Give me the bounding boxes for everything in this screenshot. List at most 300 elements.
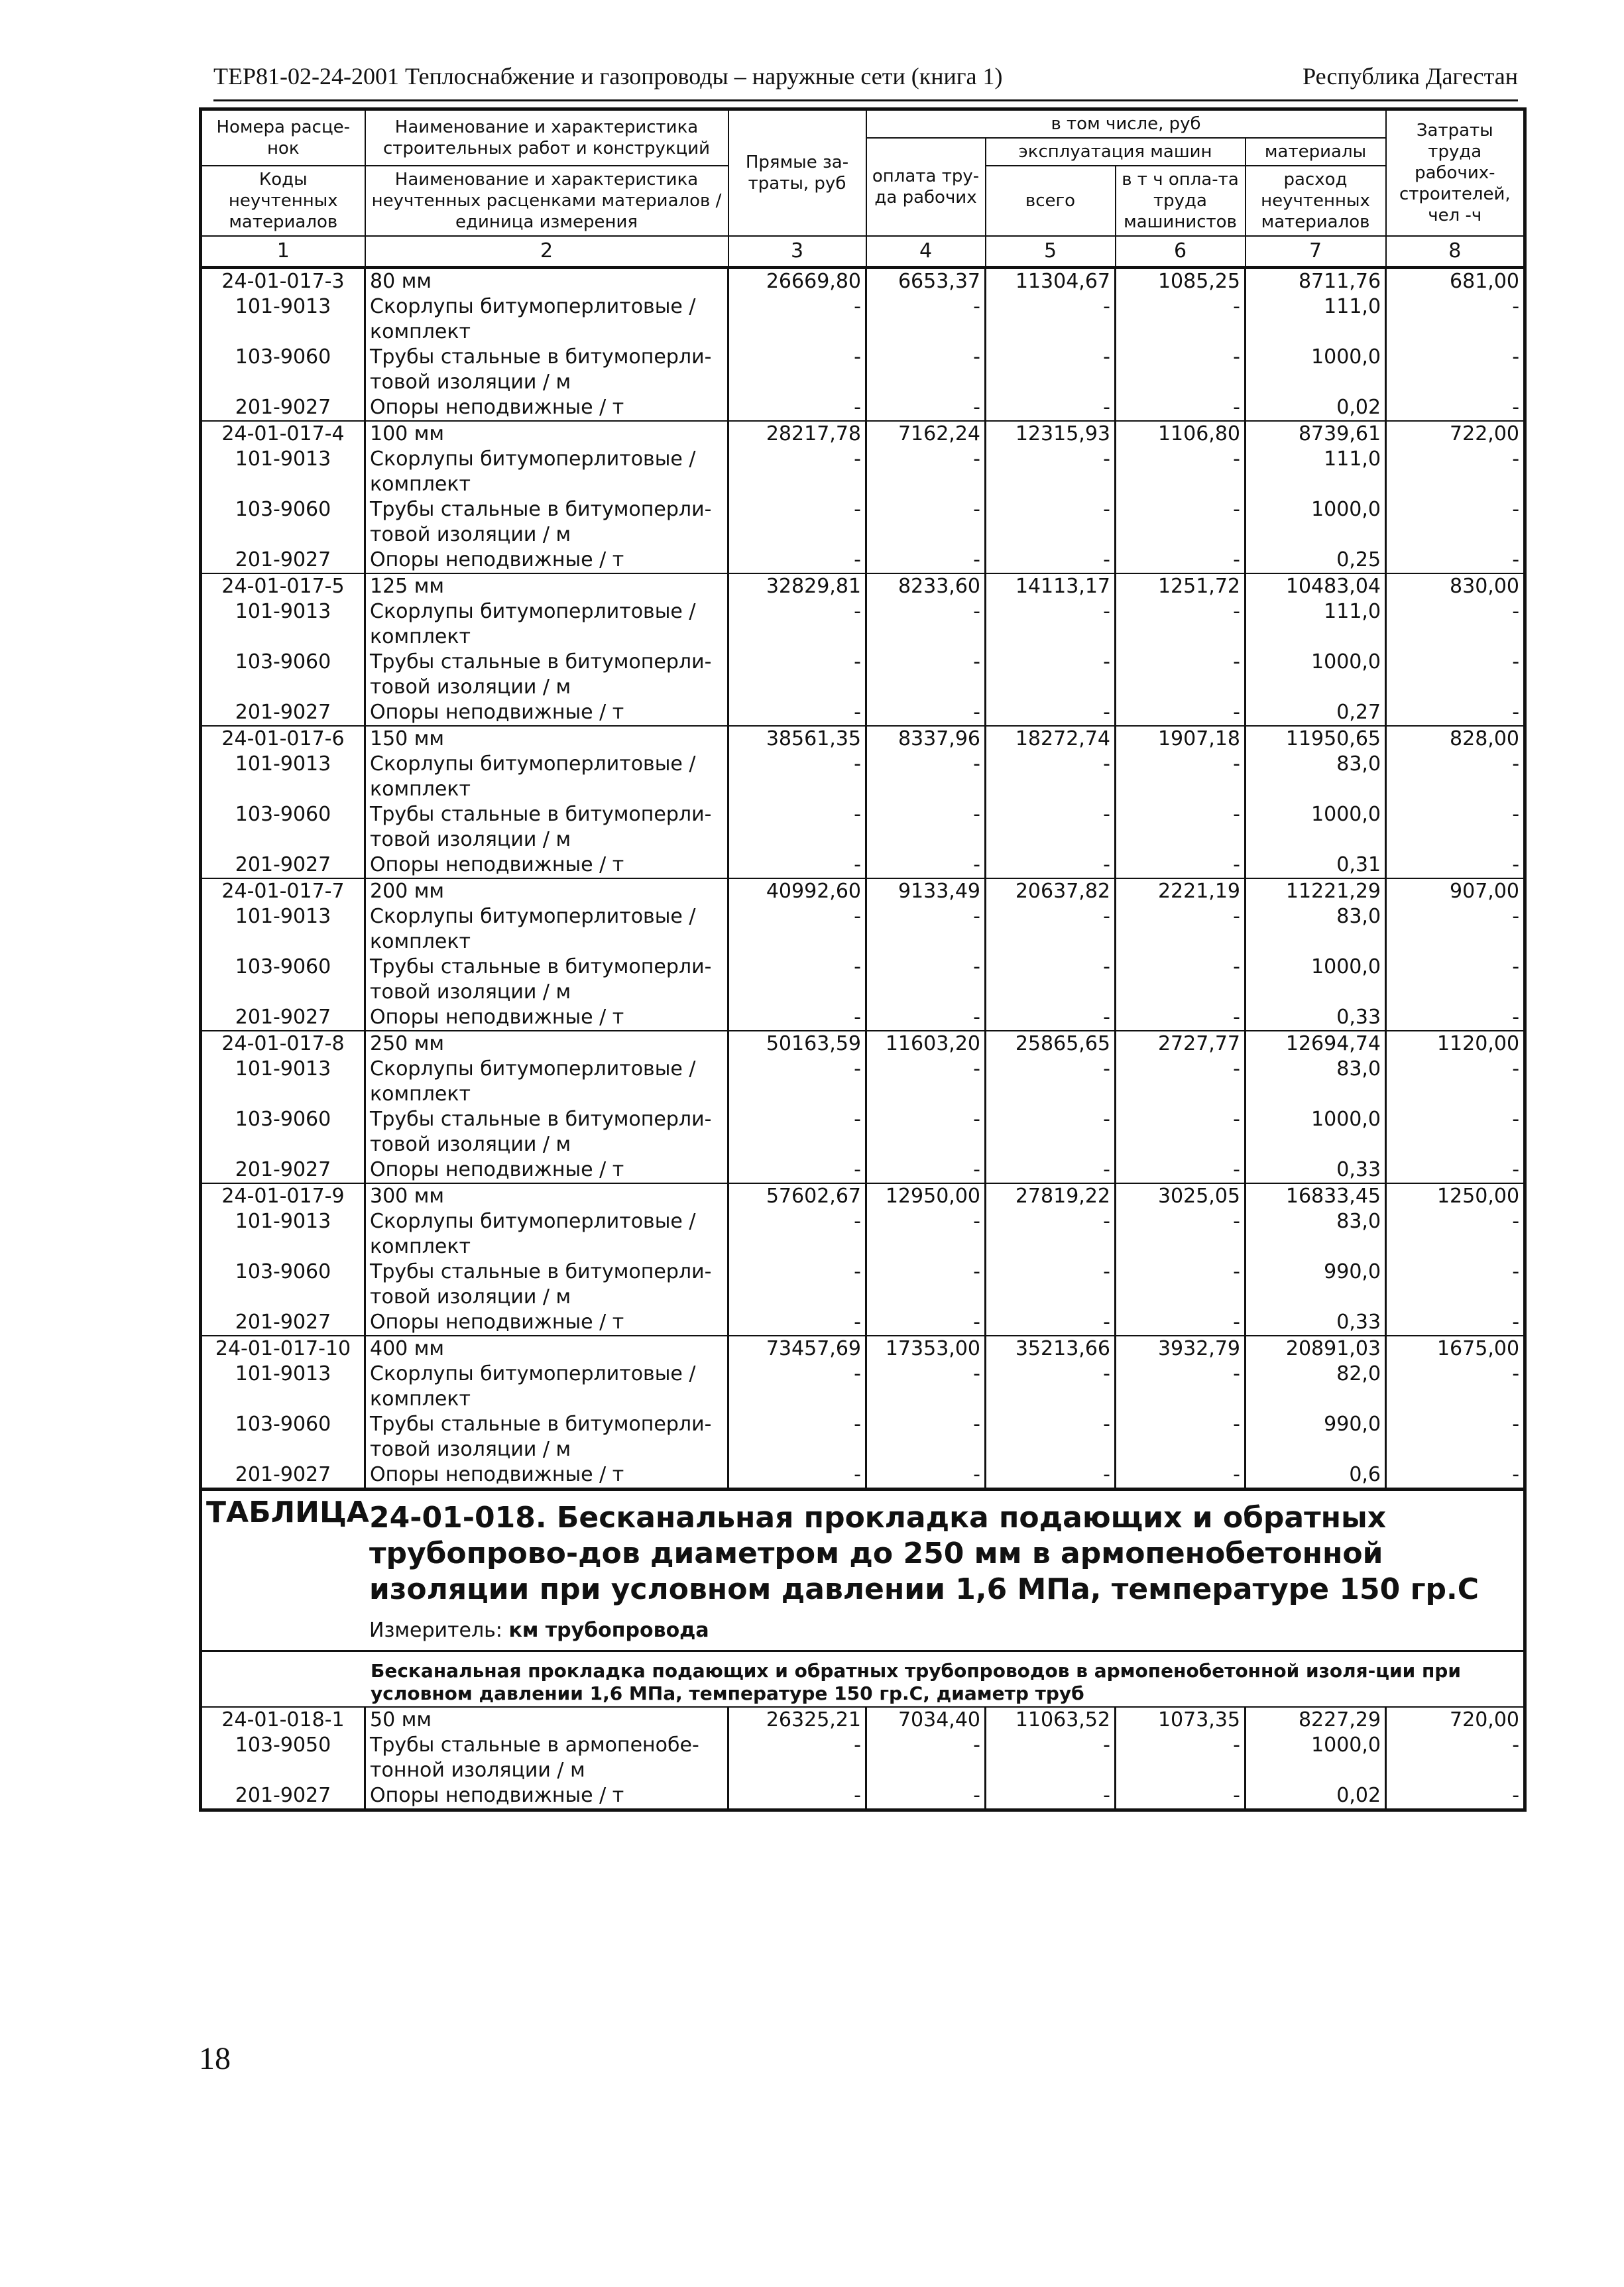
material-code: 201-9027 [201, 1462, 365, 1490]
material-value: - [1512, 1463, 1520, 1486]
rate-value: 16833,45 [1246, 1183, 1386, 1209]
rate-code: 24-01-017-9 [201, 1183, 365, 1209]
rate-name: 80 мм [365, 268, 728, 295]
material-value: - [1116, 497, 1246, 548]
material-value: 0,33 [1246, 1310, 1386, 1336]
rate-value: 2221,19 [1116, 878, 1246, 904]
material-row [201, 1462, 1525, 1490]
measure-unit-value: км трубопровода [508, 1619, 709, 1642]
material-value: - [986, 955, 1116, 1005]
rate-value: 11950,65 [1246, 726, 1386, 752]
rate-code: 24-01-017-7 [201, 878, 365, 904]
material-value: - [866, 1412, 986, 1462]
rate-name: 50 мм [365, 1707, 728, 1733]
material-value: - [1116, 447, 1246, 497]
material-row [201, 650, 1525, 700]
material-value: 111,0 [1246, 447, 1386, 497]
material-value: - [728, 1057, 866, 1107]
material-value: - [728, 1107, 866, 1157]
material-row [201, 345, 1525, 395]
material-value: - [866, 1310, 986, 1336]
material-value: 82,0 [1246, 1362, 1386, 1412]
material-code: 103-9060 [201, 497, 365, 548]
material-value: - [1512, 447, 1520, 471]
rate-value: 3025,05 [1116, 1183, 1246, 1209]
material-value: - [728, 294, 866, 345]
rate-value: 1120,00 [1386, 1031, 1525, 1057]
material-value: - [1116, 599, 1246, 650]
material-row [201, 904, 1525, 955]
material-value: - [866, 650, 986, 700]
rate-value: 40992,60 [728, 878, 866, 904]
material-name: Скорлупы битумоперлитовые / комплект [365, 904, 728, 955]
rate-value: 8233,60 [866, 573, 986, 599]
material-value: - [866, 1462, 986, 1490]
material-row [201, 752, 1525, 802]
material-code: 101-9013 [201, 294, 365, 345]
rate-value: 35213,66 [986, 1336, 1116, 1362]
material-value: - [1116, 752, 1246, 802]
material-value: 990,0 [1246, 1412, 1386, 1462]
material-value: - [866, 752, 986, 802]
rate-value: 20891,03 [1246, 1336, 1386, 1362]
material-value: - [728, 447, 866, 497]
material-value: - [866, 955, 986, 1005]
material-value: 1000,0 [1246, 1107, 1386, 1157]
rate-value: 18272,74 [986, 726, 1116, 752]
material-value: - [986, 1783, 1116, 1810]
material-code: 201-9027 [201, 1005, 365, 1031]
material-value: - [1116, 548, 1246, 573]
rate-value: 8337,96 [866, 726, 986, 752]
material-value: - [728, 802, 866, 852]
material-value: - [1512, 498, 1520, 521]
material-value: 111,0 [1246, 599, 1386, 650]
material-value: - [1116, 1107, 1246, 1157]
material-name: Скорлупы битумоперлитовые / комплект [365, 447, 728, 497]
rate-value: 1251,72 [1116, 573, 1246, 599]
material-value: - [728, 1310, 866, 1336]
material-value: - [1512, 1108, 1520, 1131]
column-number: 3 [728, 236, 866, 268]
rate-value: 12950,00 [866, 1183, 986, 1209]
material-value: - [1512, 752, 1520, 776]
rate-value: 57602,67 [728, 1183, 866, 1209]
rate-row [201, 573, 1525, 599]
rate-row [201, 1031, 1525, 1057]
material-value: - [1116, 700, 1246, 726]
material-code: 103-9060 [201, 802, 365, 852]
page-header [213, 58, 1518, 101]
material-value: - [866, 447, 986, 497]
material-name: Трубы стальные в битумоперли-товой изоляции / м [365, 955, 728, 1005]
table2-body [201, 1707, 1525, 1810]
material-name: Опоры неподвижные / т [365, 700, 728, 726]
material-code: 101-9013 [201, 752, 365, 802]
rate-value: 38561,35 [728, 726, 866, 752]
material-value: - [1116, 955, 1246, 1005]
material-value: - [1512, 1413, 1520, 1436]
measure-unit-label: Измеритель: [369, 1619, 502, 1642]
material-row [201, 497, 1525, 548]
column-number-row [201, 236, 1525, 268]
material-code: 103-9050 [201, 1733, 365, 1783]
rate-row [201, 878, 1525, 904]
material-value: - [1512, 1006, 1520, 1029]
material-value: - [986, 852, 1116, 878]
col3-header: Прямые за-траты, руб [728, 109, 866, 237]
rate-row [201, 421, 1525, 447]
material-value: - [866, 1209, 986, 1260]
material-code: 201-9027 [201, 1310, 365, 1336]
material-value: - [728, 1209, 866, 1260]
material-value: - [1512, 1311, 1520, 1334]
rate-value: 17353,00 [866, 1336, 986, 1362]
table2-title-block [201, 1490, 1525, 1708]
material-value: - [866, 904, 986, 955]
material-value: - [1512, 1733, 1520, 1757]
material-value: - [1116, 395, 1246, 421]
material-value: - [866, 1362, 986, 1412]
material-value: - [1116, 1310, 1246, 1336]
material-row [201, 1005, 1525, 1031]
rate-value: 7162,24 [866, 421, 986, 447]
material-value: - [1512, 905, 1520, 928]
rate-value: 11304,67 [986, 268, 1116, 295]
rate-code: 24-01-017-5 [201, 573, 365, 599]
material-value: - [1512, 1260, 1520, 1283]
material-value: - [728, 904, 866, 955]
material-code: 201-9027 [201, 852, 365, 878]
material-value: - [986, 1107, 1116, 1157]
material-value: - [728, 395, 866, 421]
material-code: 103-9060 [201, 1107, 365, 1157]
material-value: - [1512, 1210, 1520, 1233]
table-title: 24-01-018. Бесканальная прокладка подающих и обратных трубопрово-дов диаметром до 250 мм в армопенобетонной изоляции при условном давлении 1,6 МПа, температуре 150 гр.С [369, 1501, 1479, 1606]
col4-header: оплата тру-да рабочих [866, 138, 986, 236]
col1-header-bottom: Коды неучтенных материалов [201, 166, 365, 236]
material-value: - [986, 1157, 1116, 1183]
rate-value: 10483,04 [1246, 573, 1386, 599]
material-value: - [1116, 1260, 1246, 1310]
material-code: 103-9060 [201, 955, 365, 1005]
material-value: 1000,0 [1246, 1733, 1386, 1783]
machines-header: эксплуатация машин [986, 138, 1246, 166]
rate-value: 2727,77 [1116, 1031, 1246, 1057]
material-value: - [1512, 295, 1520, 318]
material-code: 201-9027 [201, 1157, 365, 1183]
material-name: Скорлупы битумоперлитовые / комплект [365, 1362, 728, 1412]
material-value: 0,02 [1246, 395, 1386, 421]
material-name: Скорлупы битумоперлитовые / комплект [365, 294, 728, 345]
rate-row [201, 1183, 1525, 1209]
material-value: - [986, 1362, 1116, 1412]
material-code: 103-9060 [201, 1260, 365, 1310]
material-value: 0,02 [1246, 1783, 1386, 1810]
material-value: - [866, 700, 986, 726]
rate-code: 24-01-017-4 [201, 421, 365, 447]
material-value: - [986, 395, 1116, 421]
material-name: Трубы стальные в битумоперли-товой изоляции / м [365, 497, 728, 548]
material-name: Трубы стальные в битумоперли-товой изоляции / м [365, 802, 728, 852]
material-code: 101-9013 [201, 1057, 365, 1107]
material-code: 101-9013 [201, 447, 365, 497]
material-value: 1000,0 [1246, 497, 1386, 548]
material-value: - [866, 852, 986, 878]
column-number: 4 [866, 236, 986, 268]
rate-value: 720,00 [1386, 1707, 1525, 1733]
rate-value: 8227,29 [1246, 1707, 1386, 1733]
material-value: - [1116, 1057, 1246, 1107]
material-value: - [866, 345, 986, 395]
material-row [201, 1057, 1525, 1107]
material-name: Опоры неподвижные / т [365, 1157, 728, 1183]
col8-header: Затраты труда рабочих-строителей, чел -ч [1386, 109, 1525, 237]
material-row [201, 395, 1525, 421]
rate-value: 25865,65 [986, 1031, 1116, 1057]
material-value: - [1116, 345, 1246, 395]
rate-value: 722,00 [1386, 421, 1525, 447]
material-value: 0,25 [1246, 548, 1386, 573]
material-row [201, 955, 1525, 1005]
table-label: ТАБЛИЦА [206, 1495, 369, 1529]
material-row [201, 1783, 1525, 1810]
material-value: - [728, 852, 866, 878]
material-row [201, 1733, 1525, 1783]
material-value: - [986, 345, 1116, 395]
materials-header: материалы [1246, 138, 1386, 166]
rate-value: 8711,76 [1246, 268, 1386, 295]
material-name: Скорлупы битумоперлитовые / комплект [365, 1057, 728, 1107]
rate-value: 12694,74 [1246, 1031, 1386, 1057]
col6-header: в т ч опла-та труда машинистов [1116, 166, 1246, 236]
material-value: 1000,0 [1246, 802, 1386, 852]
table-subtitle: Бесканальная прокладка подающих и обратных трубопроводов в армопенобетонной изоля-ции при условном давлении 1,6 МПа, температуре 150 гр.С, диаметр труб [201, 1651, 1525, 1708]
material-code: 201-9027 [201, 395, 365, 421]
rate-name: 100 мм [365, 421, 728, 447]
rate-code: 24-01-017-10 [201, 1336, 365, 1362]
material-value: - [1116, 650, 1246, 700]
material-value: - [1512, 548, 1520, 571]
material-value: - [866, 395, 986, 421]
rate-value: 6653,37 [866, 268, 986, 295]
material-value: - [728, 650, 866, 700]
material-value: - [1116, 802, 1246, 852]
material-value: - [866, 802, 986, 852]
material-value: 83,0 [1246, 904, 1386, 955]
material-value: - [1116, 904, 1246, 955]
material-code: 101-9013 [201, 904, 365, 955]
material-value: 83,0 [1246, 1209, 1386, 1260]
measure-unit [369, 1618, 1519, 1643]
rate-value: 830,00 [1386, 573, 1525, 599]
rate-value: 50163,59 [728, 1031, 866, 1057]
rate-value: 32829,81 [728, 573, 866, 599]
material-value: - [986, 1260, 1116, 1310]
rate-code: 24-01-017-6 [201, 726, 365, 752]
material-code: 201-9027 [201, 700, 365, 726]
material-value: 1000,0 [1246, 650, 1386, 700]
table1-body [201, 268, 1525, 1490]
material-value: - [986, 1733, 1116, 1783]
material-value: - [866, 599, 986, 650]
material-name: Трубы стальные в битумоперли-товой изоляции / м [365, 1412, 728, 1462]
rate-name: 300 мм [365, 1183, 728, 1209]
material-row [201, 1157, 1525, 1183]
rate-name: 400 мм [365, 1336, 728, 1362]
material-row [201, 1107, 1525, 1157]
material-code: 201-9027 [201, 1783, 365, 1810]
material-value: - [866, 1733, 986, 1783]
material-value: - [1512, 955, 1520, 978]
rates-table [199, 107, 1527, 1812]
column-number: 7 [1246, 236, 1386, 268]
material-value: - [986, 1412, 1116, 1462]
rate-row [201, 726, 1525, 752]
rate-code: 24-01-017-3 [201, 268, 365, 295]
material-name: Опоры неподвижные / т [365, 548, 728, 573]
rate-name: 150 мм [365, 726, 728, 752]
material-value: - [728, 1412, 866, 1462]
material-value: 0,27 [1246, 700, 1386, 726]
material-value: - [728, 752, 866, 802]
material-value: - [866, 1057, 986, 1107]
rate-name: 250 мм [365, 1031, 728, 1057]
rate-code: 24-01-017-8 [201, 1031, 365, 1057]
material-value: - [1116, 1209, 1246, 1260]
material-value: - [1512, 803, 1520, 826]
rate-value: 27819,22 [986, 1183, 1116, 1209]
material-name: Опоры неподвижные / т [365, 1005, 728, 1031]
rate-value: 11221,29 [1246, 878, 1386, 904]
material-value: - [866, 1005, 986, 1031]
material-value: - [728, 700, 866, 726]
material-name: Трубы стальные в битумоперли-товой изоляции / м [365, 345, 728, 395]
rate-value: 73457,69 [728, 1336, 866, 1362]
rate-row [201, 1707, 1525, 1733]
material-value: - [986, 752, 1116, 802]
material-value: - [728, 599, 866, 650]
material-value: - [1116, 1412, 1246, 1462]
material-row [201, 1412, 1525, 1462]
material-value: - [1512, 853, 1520, 876]
material-name: Опоры неподвижные / т [365, 1783, 728, 1810]
material-row [201, 1362, 1525, 1412]
group-header: в том числе, руб [866, 109, 1386, 139]
material-value: - [866, 294, 986, 345]
material-name: Опоры неподвижные / т [365, 852, 728, 878]
material-value: - [1116, 1733, 1246, 1783]
col1-header-top: Номера расце-нок [201, 109, 365, 166]
material-value: - [1116, 852, 1246, 878]
rate-value: 907,00 [1386, 878, 1525, 904]
material-value: - [986, 548, 1116, 573]
material-value: - [986, 802, 1116, 852]
material-value: 83,0 [1246, 752, 1386, 802]
material-name: Опоры неподвижные / т [365, 1462, 728, 1490]
material-value: - [1116, 1462, 1246, 1490]
header-title: ТЕР81-02-24-2001 Теплоснабжение и газопроводы – наружные сети (книга 1) [213, 63, 1003, 89]
material-name: Опоры неподвижные / т [365, 395, 728, 421]
material-value: - [728, 548, 866, 573]
rate-value: 1106,80 [1116, 421, 1246, 447]
material-value: - [1512, 1784, 1520, 1807]
material-value: - [986, 447, 1116, 497]
material-row [201, 802, 1525, 852]
material-value: - [986, 1209, 1116, 1260]
col2-header-top: Наименование и характеристика строительных работ и конструкций [365, 109, 728, 166]
material-value: - [986, 1005, 1116, 1031]
material-value: - [728, 345, 866, 395]
material-value: 0,6 [1246, 1462, 1386, 1490]
column-number: 6 [1116, 236, 1246, 268]
col5-header: всего [986, 166, 1116, 236]
material-value: 0,33 [1246, 1157, 1386, 1183]
rate-name: 200 мм [365, 878, 728, 904]
material-value: 1000,0 [1246, 955, 1386, 1005]
material-value: - [1116, 1783, 1246, 1810]
material-row [201, 1209, 1525, 1260]
material-value: - [866, 548, 986, 573]
material-row [201, 599, 1525, 650]
material-value: - [986, 1462, 1116, 1490]
material-value: 1000,0 [1246, 345, 1386, 395]
rate-value: 9133,49 [866, 878, 986, 904]
material-name: Трубы стальные в битумоперли-товой изоляции / м [365, 1107, 728, 1157]
material-value: - [866, 1107, 986, 1157]
header-region: Республика Дагестан [1303, 63, 1518, 89]
material-value: - [728, 1005, 866, 1031]
material-code: 103-9060 [201, 1412, 365, 1462]
col2-header-bottom: Наименование и характеристика неучтенных расценками материалов / единица измерения [365, 166, 728, 236]
material-code: 101-9013 [201, 599, 365, 650]
material-value: - [1512, 1158, 1520, 1181]
rate-value: 8739,61 [1246, 421, 1386, 447]
rate-value: 14113,17 [986, 573, 1116, 599]
rate-value: 1073,35 [1116, 1707, 1246, 1733]
material-name: Трубы стальные в армопенобе-тонной изоляции / м [365, 1733, 728, 1783]
page-number: 18 [199, 2041, 231, 2076]
material-value: - [1512, 1362, 1520, 1385]
rate-row [201, 268, 1525, 295]
material-value: - [866, 497, 986, 548]
column-number: 2 [365, 236, 728, 268]
rate-value: 828,00 [1386, 726, 1525, 752]
material-code: 103-9060 [201, 650, 365, 700]
material-value: - [986, 904, 1116, 955]
material-value: - [866, 1783, 986, 1810]
material-name: Скорлупы битумоперлитовые / комплект [365, 752, 728, 802]
material-value: - [986, 294, 1116, 345]
material-value: - [1512, 650, 1520, 674]
material-name: Скорлупы битумоперлитовые / комплект [365, 1209, 728, 1260]
material-value: - [986, 599, 1116, 650]
material-value: - [728, 1157, 866, 1183]
rate-code: 24-01-018-1 [201, 1707, 365, 1733]
material-value: - [1116, 1157, 1246, 1183]
column-number: 8 [1386, 236, 1525, 268]
rate-value: 1907,18 [1116, 726, 1246, 752]
material-value: - [986, 1057, 1116, 1107]
rate-value: 7034,40 [866, 1707, 986, 1733]
rate-name: 125 мм [365, 573, 728, 599]
material-row [201, 852, 1525, 878]
material-name: Скорлупы битумоперлитовые / комплект [365, 599, 728, 650]
material-value: - [1512, 1057, 1520, 1081]
rate-value: 26325,21 [728, 1707, 866, 1733]
material-value: - [728, 1260, 866, 1310]
rate-value: 11603,20 [866, 1031, 986, 1057]
